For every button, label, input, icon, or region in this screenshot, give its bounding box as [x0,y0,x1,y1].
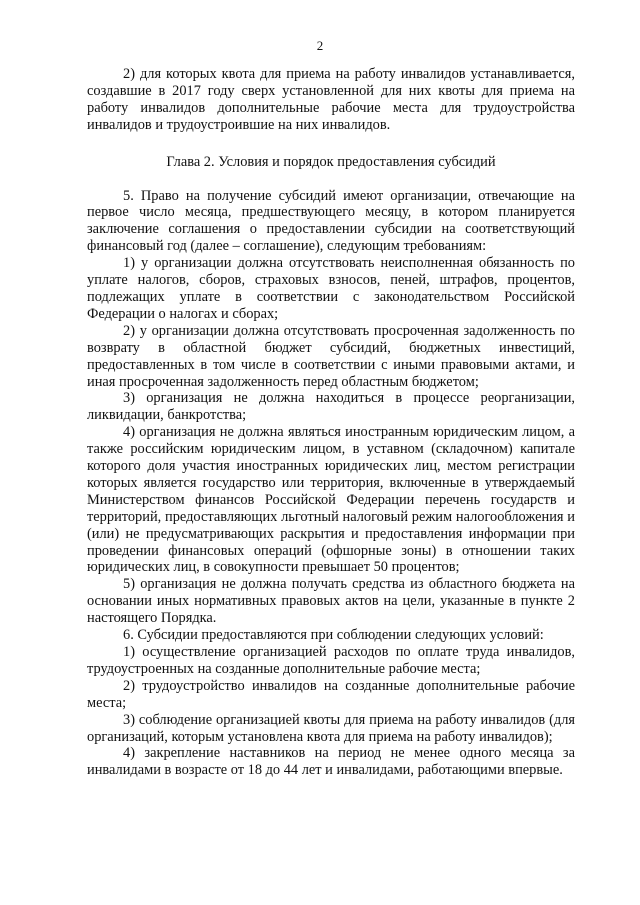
paragraph-requirement-1: 1) у организации должна отсутствовать неисполненная обязанность по уплате налогов, сборов, страховых взносов, пеней, штрафов, процентов, подлежащих уплате в соответствии с законодательством Российской Федерации о налогах и сборах; [87,255,575,322]
document-body [87,66,575,779]
paragraph-condition-4: 4) закрепление наставников на период не менее одного месяца за инвалидами в возрасте от 18 до 44 лет и инвалидами, работающими впервые. [87,745,575,779]
paragraph-item-2-quota: 2) для которых квота для приема на работу инвалидов устанавливается, создавшие в 2017 году сверх установленной для них квоты для приема на работу инвалидов дополнительные рабочие места для трудоустройства инвалидов и трудоустроившие на них инвалидов. [87,66,575,133]
paragraph-condition-3: 3) соблюдение организацией квоты для приема на работу инвалидов (для организаций, которым установлена квота для приема на работу инвалидов); [87,711,575,745]
paragraph-requirement-2: 2) у организации должна отсутствовать просроченная задолженность по возврату в областной бюджет субсидий, бюджетных инвестиций, предоставленных в том числе в соответствии с иными правовыми актами, и иная просроченная задолженность перед областным бюджетом; [87,322,575,390]
paragraph-requirement-5: 5) организация не должна получать средства из областного бюджета на основании иных нормативных правовых актов на цели, указанные в пункте 2 настоящего Порядка. [87,576,575,627]
paragraph-section-5: 5. Право на получение субсидий имеют организации, отвечающие на первое число месяца, предшествующего месяцу, в котором планируется заключение соглашения о предоставлении субсидии на соответствующий финансовый год (далее – соглашение), следующим требованиям: [87,187,575,255]
paragraph-condition-2: 2) трудоустройство инвалидов на созданные дополнительные рабочие места; [87,677,575,711]
paragraph-requirement-4: 4) организация не должна являться иностранным юридическим лицом, а также российским юридическим лицом, в уставном (складочном) капитале которого доля участия иностранных юридических лиц, местом регистрации которых является государство или территория, включенные в утверждаемый Министерством финансов Российской Федерации перечень государств и территорий, предоставляющих льготный налоговый режим налогообложения и (или) не предусматривающих раскрытия и предоставления информации при проведении финансовых операций (офшорные зоны) в отношении таких юридических лиц, в совокупности превышает 50 процентов; [87,424,575,576]
paragraph-condition-1: 1) осуществление организацией расходов по оплате труда инвалидов, трудоустроенных на созданные дополнительные рабочие места; [87,644,575,677]
paragraph-requirement-3: 3) организация не должна находиться в процессе реорганизации, ликвидации, банкротства; [87,390,575,424]
paragraph-section-6: 6. Субсидии предоставляются при соблюдении следующих условий: [123,627,544,644]
chapter-heading: Глава 2. Условия и порядок предоставления субсидий [166,153,496,170]
page-number: 2 [316,38,324,53]
